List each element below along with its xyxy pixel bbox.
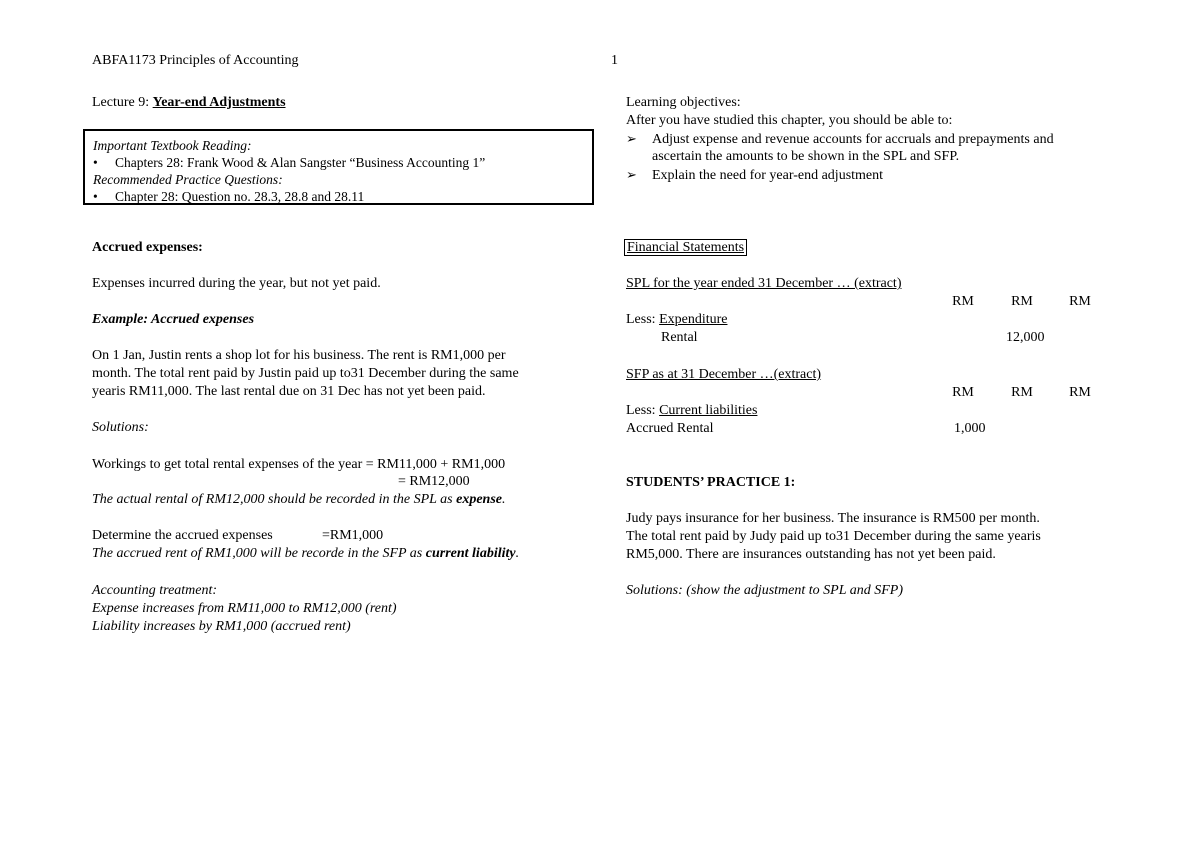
- expenditure-label: Expenditure: [659, 312, 728, 327]
- arrow-bullet-icon: ➢: [626, 131, 637, 146]
- objectives-heading: Learning objectives:: [626, 95, 741, 110]
- objectives-intro: After you have studied this chapter, you should be able to:: [626, 113, 953, 128]
- accrued-rent-note: [92, 545, 519, 563]
- expenditure-line: [626, 311, 727, 329]
- note-emphasis: current liability: [425, 546, 516, 561]
- determine-value: =RM1,000: [322, 528, 384, 543]
- workings-line: Workings to get total rental expenses of the year = RM11,000 + RM1,000: [92, 457, 506, 472]
- rm-column-header: RM: [1011, 294, 1033, 309]
- rental-value: 12,000: [1006, 330, 1045, 345]
- rm-column-header: RM: [1069, 294, 1091, 309]
- objective-item: [626, 130, 1054, 149]
- practice-heading: Recommended Practice Questions:: [93, 172, 283, 187]
- treatment-line: Expense increases from RM11,000 to RM12,000 (rent): [92, 601, 397, 616]
- note-emphasis: expense: [456, 492, 502, 507]
- spl-heading: SPL for the year ended 31 December … (extract): [626, 276, 902, 291]
- actual-rental-note: [92, 491, 506, 509]
- note-suffix: .: [502, 492, 506, 507]
- sfp-heading: SFP as at 31 December …(extract): [626, 367, 822, 382]
- current-liabilities-label: Current liabilities: [659, 403, 758, 418]
- less-label: Less:: [626, 403, 660, 418]
- objective-text: Explain the need for year-end adjustment: [652, 168, 884, 183]
- students-practice-heading: STUDENTS’ PRACTICE 1:: [626, 475, 796, 490]
- example-line: On 1 Jan, Justin rents a shop lot for his business. The rent is RM1,000 per: [92, 348, 506, 363]
- bullet-icon: •: [93, 155, 98, 170]
- rental-label: Rental: [661, 330, 698, 345]
- treatment-heading: Accounting treatment:: [92, 583, 218, 598]
- reading-heading: Important Textbook Reading:: [93, 138, 252, 153]
- bullet-icon: •: [93, 189, 98, 204]
- fs-heading-text: Financial Statements: [624, 239, 747, 256]
- example-heading: Example: Accrued expenses: [92, 312, 255, 327]
- practice-solutions: Solutions: (show the adjustment to SPL and SFP): [626, 583, 904, 598]
- rm-column-header: RM: [1069, 385, 1091, 400]
- arrow-bullet-icon: ➢: [626, 167, 637, 182]
- solutions-label: Solutions:: [92, 420, 149, 435]
- reading-item: [93, 154, 584, 171]
- current-liabilities-line: [626, 402, 757, 420]
- rm-column-header: RM: [952, 294, 974, 309]
- course-header: ABFA1173 Principles of Accounting: [92, 53, 299, 68]
- accrued-heading: Accrued expenses:: [92, 240, 203, 255]
- example-line: yearis RM11,000. The last rental due on 31 Dec has not yet been paid.: [92, 384, 486, 399]
- rm-column-header: RM: [1011, 385, 1033, 400]
- fs-heading: [624, 239, 747, 257]
- practice-line: RM5,000. There are insurances outstanding has not yet been paid.: [626, 547, 996, 562]
- practice-line: Judy pays insurance for her business. The insurance is RM500 per month.: [626, 511, 1040, 526]
- objective-item: [626, 166, 883, 185]
- example-line: month. The total rent paid by Justin paid up to31 December during the same: [92, 366, 519, 381]
- practice-item-text: Chapter 28: Question no. 28.3, 28.8 and 28.11: [115, 189, 365, 204]
- objective-text: Adjust expense and revenue accounts for accruals and prepayments and: [652, 132, 1054, 147]
- rm-column-header: RM: [952, 385, 974, 400]
- workings-result: = RM12,000: [398, 474, 470, 489]
- note-text: The actual rental of RM12,000 should be recorded in the SPL as: [92, 492, 457, 507]
- note-text: The accrued rent of RM1,000 will be recorde in the SFP as: [92, 546, 426, 561]
- determine-label: Determine the accrued expenses: [92, 528, 273, 543]
- lecture-title-line: [92, 94, 286, 112]
- lecture-prefix: Lecture 9:: [92, 95, 153, 110]
- note-suffix: .: [515, 546, 520, 561]
- practice-item: [93, 188, 584, 205]
- reading-box: [83, 129, 594, 205]
- accrued-rental-label: Accrued Rental: [626, 421, 714, 436]
- practice-line: The total rent paid by Judy paid up to31 December during the same yearis: [626, 529, 1041, 544]
- reading-item-text: Chapters 28: Frank Wood & Alan Sangster “Business Accounting 1”: [115, 155, 486, 170]
- less-label: Less:: [626, 312, 660, 327]
- page-number: 1: [611, 53, 618, 68]
- definition-text: Expenses incurred during the year, but not yet paid.: [92, 276, 381, 291]
- objective-continuation: ascertain the amounts to be shown in the SPL and SFP.: [652, 149, 960, 164]
- accrued-rental-value: 1,000: [954, 421, 986, 436]
- treatment-line: Liability increases by RM1,000 (accrued rent): [92, 619, 351, 634]
- lecture-title: Year-end Adjustments: [152, 95, 286, 110]
